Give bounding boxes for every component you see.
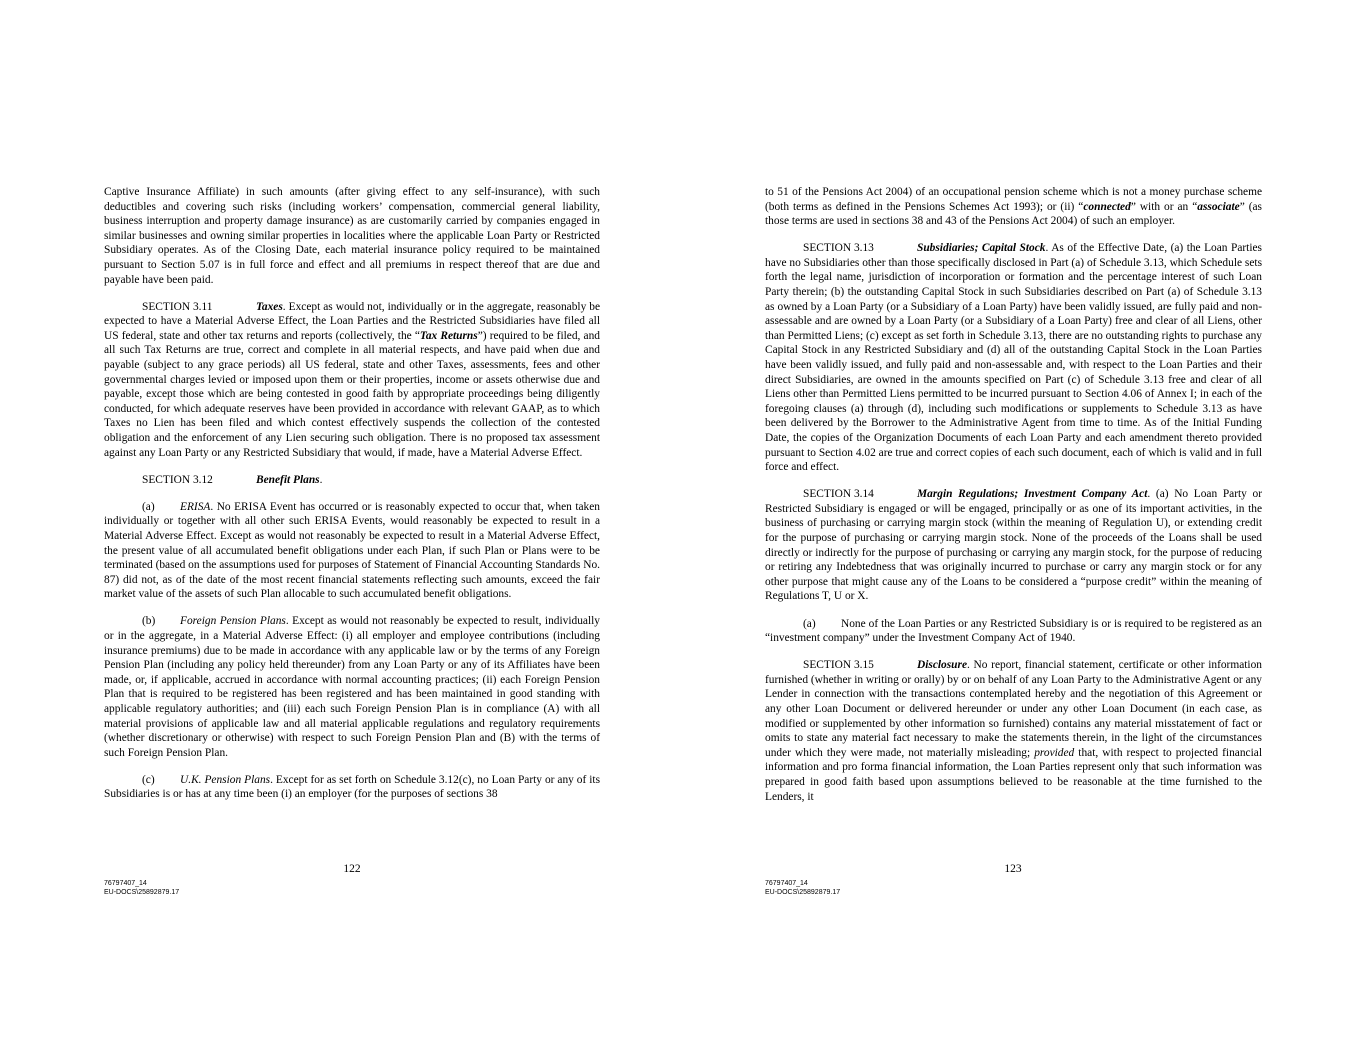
section-3-12-b-text: . Except as would not reasonably be expected to result, individually or in the aggregate, in a Material Adverse Effect: (i) all employer and employee contributions (including insurance premiums) due to be made in accordance with any applicable law or by the terms of any Foreign Pension Plan (including any policy held thereunder) from any Loan Party or any of its Affiliates have been made, or, if applicable, accrued in accordance with normal accounting practices; (ii) each Foreign Pension Plan that is required to be registered has been registered and has been maintained in good standing with applicable regulatory authorities; and (iii) each such Foreign Pension Plan is in compliance (A) with all material provisions of applicable law and all material applicable regulations and regulatory requirements (whether discretionary or otherwise) with respect to such Foreign Pension Plan and (B) with the terms of such Foreign Pension Plan. xyxy=(104,615,600,759)
section-3-14-text: . (a) No Loan Party or Restricted Subsidiary is engaged or will be engaged, principally or as one of its important activities, in the business of purchasing or carrying margin stock (within the meaning of Regulation U), or extending credit for the purpose of purchasing or carrying margin stock. None of the proceeds of the Loans shall be used directly or indirectly for the purpose of purchasing or carrying any margin stock, for the purpose of reducing or retiring any Indebtedness that was originally incurred to purchase or carry any margin stock or for any other purpose that might cause any of the Loans to be considered a “purpose credit” within the meaning of Regulations T, U or X. xyxy=(765,488,1262,603)
section-3-13-title: Subsidiaries; Capital Stock xyxy=(917,242,1046,255)
section-3-13-number: SECTION 3.13 xyxy=(803,242,874,255)
provided-term: provided xyxy=(1034,746,1075,759)
section-3-14-number: SECTION 3.14 xyxy=(803,488,874,501)
section-3-12-period: . xyxy=(319,473,323,486)
left-page xyxy=(0,0,682,1055)
section-3-15-text-a: . No report, financial statement, certificate or other information furnished (whether in writing or orally) by or on behalf of any Loan Party to the Administrative Agent or any Lender in connection with the transactions contemplated hereby and the negotiation of this Agreement or any other Loan Document or delivered hereunder or under any other Loan Document (in each case, as modified or supplemented by other information so furnished) contains any material misstatement of fact or omits to state any material fact necessary to make the statements therein, in the light of the circumstances under which they were made, not materially misleading; xyxy=(765,659,1262,759)
pension-continuation-b: ” with or an “ xyxy=(1130,200,1198,213)
insurance-continuation-paragraph: Captive Insurance Affiliate) in such amounts (after giving effect to any self-insurance), with such deductibles and covering such risks (including workers’ compensation, commercial general liability, business interruption and property damage insurance) as are customarily carried by companies engaged in similar businesses and owning similar properties in localities where the applicable Loan Party or Restricted Subsidiary operates. As of the Closing Date, each material insurance policy required to be maintained pursuant to Section 5.07 is in full force and effect and all premiums in respect thereof that are due and payable have been paid. xyxy=(104,186,600,286)
section-3-12-a-text: . No ERISA Event has occurred or is reasonably expected to occur that, when taken individually or together with all other such ERISA Events, would reasonably be expected to result in a Material Adverse Effect. Except as would not reasonably be expected to result in a Material Adverse Effect, the present value of all accumulated benefit obligations under each Plan, if such Plan or Plans were to be terminated (based on the assumptions used for purposes of Statement of Financial Accounting Standards No. 87) did not, as of the date of the most recent financial statements reflecting such amounts, exceed the fair market value of the assets of such Plan allocable to such accumulated benefit obligations. xyxy=(104,500,600,601)
section-3-15-number: SECTION 3.15 xyxy=(803,659,874,672)
section-3-12-heading xyxy=(104,473,600,488)
section-3-12-c-text: . Except for as set forth on Schedule 3.12(c), no Loan Party or any of its Subsidiaries is or has at any time been (i) an employer (for the purposes of sections 38 xyxy=(104,773,601,801)
right-doc-ids xyxy=(765,879,840,897)
section-3-14-a-text: None of the Loan Parties or any Restricted Subsidiary is or is required to be registered as an “investment company” under the Investment Company Act of 1940. xyxy=(765,617,1262,645)
left-doc-id-2: EU-DOCS\25892879.17 xyxy=(104,889,180,896)
section-3-12-c-title: U.K. Pension Plans xyxy=(180,773,271,786)
section-3-12-a-title: ERISA xyxy=(180,500,211,513)
section-3-15-paragraph xyxy=(765,658,1262,804)
pension-continuation-paragraph xyxy=(765,185,1262,229)
section-3-15-title: Disclosure xyxy=(917,659,967,672)
tax-returns-defined-term: Tax Returns xyxy=(419,329,478,342)
section-3-14-a-label: (a) xyxy=(803,617,816,630)
left-doc-id-1: 76797407_14 xyxy=(104,880,147,887)
right-page-body xyxy=(765,185,1262,804)
section-3-12-title: Benefit Plans xyxy=(256,473,320,486)
pension-continuation-a: to 51 of the Pensions Act 2004) of an occupational pension scheme which is not a money purchase scheme (both terms as defined in the Pensions Schemes Act 1993); or (ii) “ xyxy=(765,186,1262,213)
section-3-12-a-label: (a) xyxy=(142,500,155,513)
section-3-12-c-paragraph xyxy=(104,773,600,802)
section-3-14-paragraph xyxy=(765,487,1262,604)
section-3-12-number: SECTION 3.12 xyxy=(142,473,213,486)
right-doc-id-1: 76797407_14 xyxy=(765,880,808,887)
section-3-13-text: . As of the Effective Date, (a) the Loan Parties have no Subsidiaries other than those specifically disclosed in Part (a) of Schedule 3.13, which Schedule sets forth the legal name, jurisdiction of incorporation or formation and the percentage interest of such Loan Party therein; (b) the outstanding Capital Stock in such Subsidiaries described on Part (a) of Schedule 3.13 as owned by a Loan Party (or a Subsidiary of a Loan Party) have been validly issued, are fully paid and non-assessable and are owned by a Loan Party (or a Subsidiary of a Loan Party) free and clear of all Liens, other than Permitted Liens; (c) except as set forth in Schedule 3.13, there are no outstanding rights to purchase any Capital Stock in any Restricted Subsidiary and (d) all of the outstanding Capital Stock in the Loan Parties have been validly issued, and fully paid and non-assessable and, with respect to the Loan Parties and their direct Subsidiaries, are owned in the amounts specified on Part (c) of Schedule 3.13 free and clear of all Liens other than Permitted Liens permitted to be incurred pursuant to Section 4.06 of Annex I; in each of the foregoing clauses (a) through (d), including such modifications or supplements to Schedule 3.13 as have been delivered by the Borrower to the Administrative Agent from time to time. As of the Initial Funding Date, the copies of the Organization Documents of each Loan Party and each amendment thereto provided pursuant to Section 4.02 are true and correct copies of each such document, each of which is valid and in full force and effect. xyxy=(765,242,1262,474)
pension-continuation-c: ” (as those terms are used in sections 38 and 43 of the Pensions Act 2004) of such an employer. xyxy=(765,200,1262,228)
section-3-11-number: SECTION 3.11 xyxy=(142,300,213,313)
section-3-11-paragraph xyxy=(104,300,600,461)
section-3-12-b-paragraph xyxy=(104,614,600,760)
section-3-15-text-b: that, with respect to projected financial information and pro forma financial information, the Loan Parties represent only that such information was prepared in good faith based upon assumptions believed to be reasonable at the time furnished to the Lenders, it xyxy=(765,746,1262,803)
section-3-14-title: Margin Regulations; Investment Company Act xyxy=(917,488,1148,501)
connected-defined-term: connected xyxy=(1083,200,1131,213)
section-3-12-b-title: Foreign Pension Plans xyxy=(180,615,286,628)
section-3-14-a-paragraph xyxy=(765,617,1262,646)
section-3-12-c-label: (c) xyxy=(142,773,155,786)
left-doc-ids xyxy=(104,879,179,897)
section-3-12-b-label: (b) xyxy=(142,615,156,628)
section-3-11-title: Taxes xyxy=(256,300,283,313)
section-3-11-text-b: ”) required to be filed, and all such Tax Returns are true, correct and complete in all material respects, and have paid when due and payable (subject to any grace periods) all US federal, state and other Taxes, assessments, fees and other governmental charges levied or imposed upon them or their properties, income or assets otherwise due and payable, except those which are being contested in good faith by appropriate proceedings being diligently conducted, for which adequate reserves have been provided in accordance with relevant GAAP, as to which Taxes no Lien has been filed and which contest effectively suspends the collection of the contested obligation and the enforcement of any Lien securing such obligation. There is no proposed tax assessment against any Loan Party or any Restricted Subsidiary that would, if made, have a Material Adverse Effect. xyxy=(104,329,600,459)
right-page-number: 123 xyxy=(1004,863,1022,875)
associate-defined-term: associate xyxy=(1197,200,1240,213)
section-3-13-paragraph xyxy=(765,241,1262,475)
section-3-12-a-paragraph xyxy=(104,500,600,602)
right-page xyxy=(682,0,1365,1055)
left-page-body xyxy=(104,185,600,802)
left-page-number: 122 xyxy=(343,863,361,875)
right-doc-id-2: EU-DOCS\25892879.17 xyxy=(765,889,841,896)
section-3-11-text-a: . Except as would not, individually or in the aggregate, reasonably be expected to have a Material Adverse Effect, the Loan Parties and the Restricted Subsidiaries have filed all US federal, state and other tax returns and reports (collectively, the “ xyxy=(104,300,600,342)
